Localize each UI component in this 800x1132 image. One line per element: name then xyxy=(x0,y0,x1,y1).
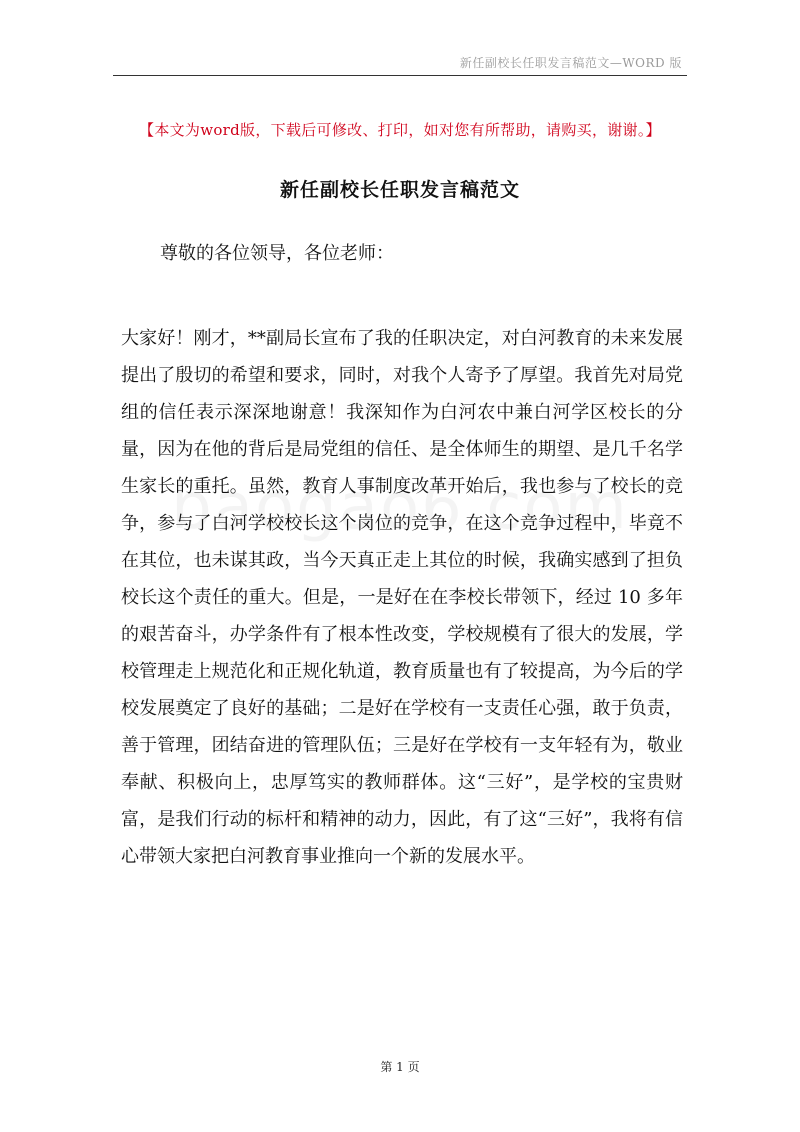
header-divider xyxy=(113,75,687,76)
page-number: 第 1 页 xyxy=(380,1060,420,1074)
running-header-title: 新任副校长任职发言稿范文—WORD 版 xyxy=(459,56,682,70)
document-title: 新任副校长任职发言稿范文 xyxy=(279,179,520,201)
salutation: 尊敬的各位领导，各位老师： xyxy=(160,243,394,264)
body-paragraph: 大家好！刚才，**副局长宣布了我的任职决定，对白河教育的未来发展提出了殷切的希望和要求，同时，对我个人寄予了厚望。我首先对局党组的信任表示深深地谢意！我深知作为白河农中兼白河学区校长的分量，因为在他的背后是局党组的信任、是全体师生的期望、是几千名学生家长的重托。虽然，教育人事制度改革开始后，我也参与了校长的竞争，参与了白河学校校长这个岗位的竞争，在这个竞争过程中，毕竟不在其位，也未谋其政，当今天真正走上其位的时候，我确实感到了担负校长这个责任的重大。但是，一是好在在李校长带领下，经过 10 多年的艰苦奋斗，办学条件有了根本性改变，学校规模有了很大的发展，学校管理走上规范化和正规化轨道，教育质量也有了较提高，为今后的学校发展奠定了良好的基础；二是好在学校有一支责任心强，敢于负责，善于管理，团结奋进的管理队伍；三是好在学校有一支年轻有为，敬业奉献、积极向上，忠厚笃实的教师群体。这“三好”，是学校的宝贵财富，是我们行动的标杆和精神的动力，因此，有了这“三好”，我将有信心带领大家把白河教育事业推向一个新的发展水平。 xyxy=(121,328,683,867)
purchase-notice: 【本文为word版，下载后可修改、打印，如对您有所帮助，请购买，谢谢。】 xyxy=(139,121,661,139)
